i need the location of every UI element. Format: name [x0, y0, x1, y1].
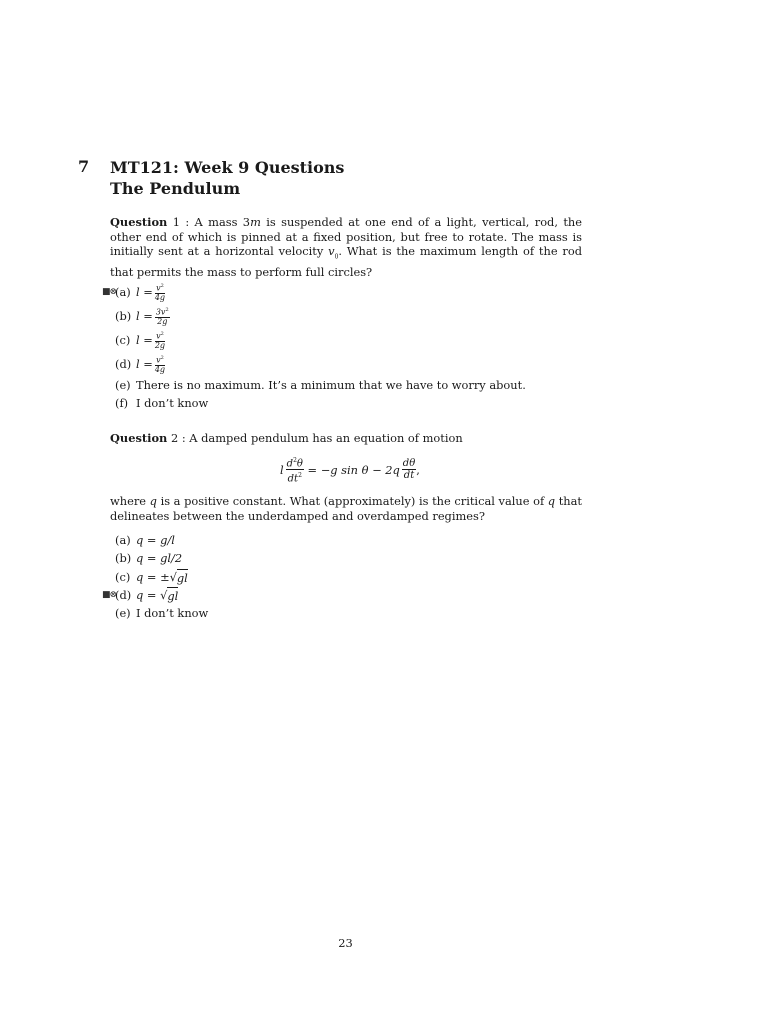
question-1-mass-symbol: m	[250, 215, 261, 229]
eq-d: d	[286, 458, 294, 470]
eq-sup: 2	[293, 457, 297, 464]
option-1b[interactable]	[110, 304, 526, 328]
fraction-coef: 3	[155, 307, 161, 317]
fraction-denominator: 2g	[154, 340, 166, 350]
option-prefix: q = √	[136, 588, 168, 603]
question-1-options	[102, 280, 526, 413]
fraction-denominator: 4g	[154, 292, 166, 302]
option-2c[interactable]	[110, 568, 208, 586]
eq-rhs-num: dθ	[402, 458, 416, 470]
option-1c[interactable]	[110, 328, 526, 352]
equation-l: l	[280, 462, 284, 477]
option-fraction	[155, 330, 165, 350]
q2-part2: is a positive constant. What (approximately) is the critical value of	[156, 494, 548, 508]
question-1-number: 1	[172, 215, 180, 229]
option-label: (a)	[115, 285, 131, 299]
option-label: (b)	[115, 551, 132, 566]
equation-rhs-fraction	[402, 458, 416, 481]
section-title-line2: The Pendulum	[110, 179, 241, 198]
option-fraction	[155, 282, 165, 302]
section-title	[110, 157, 344, 199]
option-lhs: l =	[136, 309, 153, 323]
section-title-line1: MT121: Week 9 Questions	[110, 158, 345, 177]
option-label: (e)	[115, 606, 131, 621]
answer-marker-icon: ■⊗	[102, 287, 117, 297]
option-label: (d)	[115, 357, 132, 371]
q2-q-symbol: q	[149, 494, 157, 508]
option-label: (c)	[115, 333, 131, 347]
q2-part3: that delineates between the underdamped and overdamped regimes?	[110, 494, 583, 523]
option-label: (a)	[115, 533, 131, 548]
eq-dt: dt	[287, 473, 299, 485]
option-text: There is no maximum. It’s a minimum that we have to worry about.	[136, 378, 526, 393]
option-1a[interactable]	[102, 280, 526, 304]
eq-rhs-den: dt	[403, 470, 415, 482]
equation-lhs-fraction	[286, 455, 304, 485]
fraction-sup: 2	[160, 331, 164, 338]
option-2a[interactable]	[110, 531, 208, 549]
question-2-intro	[110, 431, 582, 446]
section-number: 7	[78, 157, 90, 176]
question-2-options	[102, 531, 209, 622]
option-lhs: l =	[136, 357, 153, 371]
option-text: q = gl/2	[136, 551, 183, 566]
question-2-intro-text: : A damped pendulum has an equation of motion	[178, 431, 463, 445]
option-1f[interactable]	[110, 394, 526, 412]
fraction-sup: 2	[160, 283, 164, 290]
fraction-sup: 2	[160, 355, 164, 362]
option-fraction	[155, 306, 170, 326]
question-1-part2: is suspended at one end of a light, vertical, rod, the other end of which is pinned at a fixed position, but free to rotate. The mass is initially sent at a horizontal velocity	[110, 215, 582, 258]
fraction-sup: 2	[165, 307, 169, 314]
eq-den-sup: 2	[298, 472, 302, 480]
answer-marker-icon: ■⊗	[102, 590, 117, 601]
option-prefix: q = ±√	[136, 569, 177, 584]
fraction-numerator: v	[156, 331, 161, 341]
fraction-numerator: v	[156, 355, 161, 365]
option-text: I don’t know	[136, 606, 209, 621]
option-radicand: gl	[167, 589, 179, 604]
option-fraction	[155, 354, 165, 374]
option-label: (f)	[115, 396, 129, 411]
option-label: (d)	[115, 588, 132, 603]
option-text: I don’t know	[136, 396, 209, 411]
page-number: 23	[338, 936, 353, 950]
fraction-numerator: v	[160, 307, 166, 317]
option-label: (e)	[115, 378, 131, 393]
equation-middle: = −g sin θ − 2q	[303, 462, 400, 477]
equation-end: ,	[416, 462, 420, 477]
question-2-label: Question	[110, 431, 168, 445]
fraction-denominator: 2g	[157, 316, 168, 326]
option-label: (b)	[115, 309, 132, 323]
option-2d[interactable]	[102, 586, 208, 604]
question-2-text	[110, 494, 582, 523]
fraction-numerator: v	[156, 283, 161, 293]
option-2e[interactable]	[110, 604, 208, 622]
eq-theta: θ	[296, 458, 303, 470]
question-1-text	[110, 215, 582, 279]
q2-q-symbol-2: q	[547, 494, 556, 508]
option-1d[interactable]	[110, 352, 526, 376]
option-lhs: l =	[136, 333, 153, 347]
equation-of-motion	[280, 455, 420, 485]
question-1-label: Question	[110, 215, 168, 229]
q2-part1: where	[110, 494, 150, 508]
option-radicand: gl	[176, 570, 188, 585]
question-1-part3: . What is the maximum length of the rod that permits the mass to perform full circles?	[110, 244, 582, 279]
option-lhs: l =	[136, 285, 153, 299]
question-2-number: 2	[170, 431, 179, 445]
question-1-part1: : A mass 3	[179, 215, 251, 229]
fraction-denominator: 4g	[154, 364, 166, 374]
question-1-velocity-subscript: 0	[334, 253, 339, 261]
option-label: (c)	[115, 569, 131, 584]
question-1-velocity-symbol: v	[328, 244, 335, 258]
option-1e[interactable]	[110, 376, 526, 394]
option-2b[interactable]	[110, 549, 208, 567]
option-text: q = g/l	[136, 533, 175, 548]
